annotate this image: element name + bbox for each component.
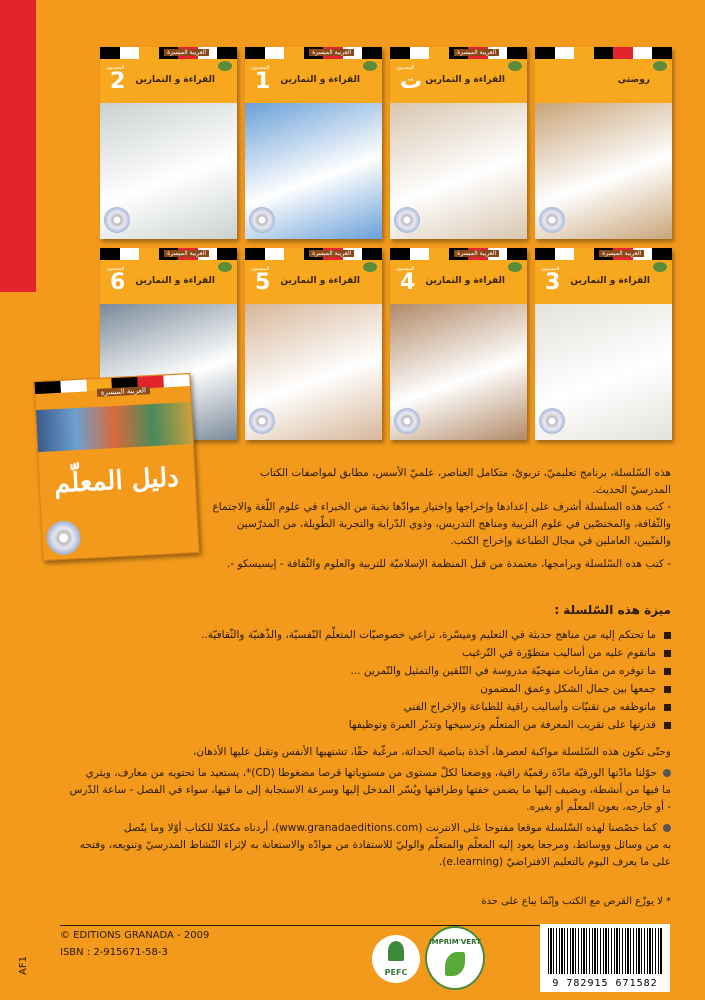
feature-text: ماتوظفه من تقنيّات وأساليب راقية للطباعة والإخراج الفني xyxy=(403,701,656,713)
square-bullet-icon xyxy=(664,704,671,711)
cover-series: العربية الميسرة xyxy=(454,250,499,257)
feature-text: جمعها بين جمال الشكل وعمق المضمون xyxy=(480,683,656,695)
publisher-copyright: © EDITIONS GRANADA - 2009 xyxy=(60,930,210,941)
closing-line: وحتّى تكون هذه السّلسلة مواكبة لعصرها، آخذة بناصية الحداثة، مرغّبة حقّا، تشتهيها الأنفس وتقبل عليها الأذهان، xyxy=(192,746,671,758)
pefc-logo xyxy=(372,935,420,983)
imprim-label: IMPRIM'VERT xyxy=(429,938,481,946)
cd-icon xyxy=(394,408,420,434)
book-cover xyxy=(100,47,237,239)
book-cover xyxy=(535,248,672,440)
cover-title: القراءة و التمارين xyxy=(570,276,650,286)
guide-photo-strip xyxy=(36,402,193,452)
cover-title: القراءة و التمارين xyxy=(280,75,360,85)
guide-series-label: العربية الميسرة xyxy=(97,386,151,397)
cover-series: العربية الميسرة xyxy=(164,250,209,257)
closing-line: به من وسائل ووسائط، ومرجعا يعود إليه المعلّم والمتعلّم والوليّ للاستفادة من موادّه والاستعانة به لإثراء النّشاط المدرسيّ وتنويعه، وفتحه xyxy=(79,839,671,851)
square-bullet-icon xyxy=(664,668,671,675)
feature-item xyxy=(31,644,671,662)
logo-icon xyxy=(508,262,522,272)
cd-icon xyxy=(249,207,275,233)
cover-title: القراءة و التمارين xyxy=(135,75,215,85)
cd-icon xyxy=(539,408,565,434)
features-heading: ميزة هذه السّلسلة : xyxy=(554,603,671,617)
closing-line: على ما يعرف اليوم بالتعليم الافتراضيّ (e.learning). xyxy=(438,856,671,868)
product-code: AF1 xyxy=(18,956,29,975)
cover-series: العربية الميسرة xyxy=(309,49,354,56)
barcode-bars xyxy=(548,928,662,974)
cover-title: القراءة و التمارين xyxy=(425,276,505,286)
intro-line: المدرسيّ الحديث. xyxy=(592,484,671,496)
square-bullet-icon xyxy=(664,686,671,693)
feature-item xyxy=(31,716,671,734)
cover-number: 2 xyxy=(110,69,126,94)
cd-icon xyxy=(539,207,565,233)
pefc-label: PEFC xyxy=(384,968,408,977)
cover-level: المستوى xyxy=(251,65,270,71)
closing-line: كما خصّصنا لهذه السّلسلة موقعا مفتوحا على الانترنت (www.granadaeditions.com)، أردناه مكمّلا للكتاب أوّلا وما يتّصل xyxy=(123,822,657,834)
feature-item xyxy=(31,680,671,698)
cover-level: المستوى xyxy=(396,65,415,71)
tree-icon xyxy=(388,941,404,961)
book-cover xyxy=(390,47,527,239)
imprim-vert-logo xyxy=(425,926,485,990)
closing-line: حوّلنا مادّتها الورقيّة مادّة رقميّة راقية، ووضعنا لكلّ مستوى من مستوياتها قرصا مضغوطا (CD)*، يستعيد ما تحتويه من معارف، ويثري xyxy=(85,767,657,779)
cd-icon xyxy=(249,408,275,434)
cover-number: ت xyxy=(400,69,423,94)
feature-item xyxy=(31,626,671,644)
logo-icon xyxy=(363,262,377,272)
guide-title: دليل المعلّم xyxy=(53,462,180,500)
intro-text xyxy=(211,465,671,499)
logo-icon xyxy=(218,262,232,272)
feature-item xyxy=(31,698,671,716)
logo-icon xyxy=(508,61,522,71)
cover-number: 6 xyxy=(110,270,126,295)
square-bullet-icon xyxy=(664,650,671,657)
logo-icon xyxy=(363,61,377,71)
cover-title: روضتي xyxy=(617,75,650,85)
intro-line: - كتب هذه السّلسلة وبرامجها، معتمدة من قبل المنظمة الإسلاميّة للتربية والعلوم والثّقافة - إيسيسكو -. xyxy=(226,558,671,570)
cd-icon xyxy=(394,207,420,233)
book-cover xyxy=(245,47,382,239)
feature-item xyxy=(31,662,671,680)
logo-icon xyxy=(218,61,232,71)
cover-series: العربية الميسرة xyxy=(454,49,499,56)
feature-text: ماتقوم عليه من أساليب متطوّرة في التّرغيب xyxy=(462,647,656,659)
closing-line: - أو خارجه، بعون المعلّم أو بغيره. xyxy=(526,801,671,813)
cd-icon xyxy=(104,207,130,233)
cover-level: المستوى xyxy=(251,266,270,272)
cover-series: العربية الميسرة xyxy=(309,250,354,257)
cover-level: المستوى xyxy=(106,65,125,71)
book-cover xyxy=(535,47,672,239)
cover-level: المستوى xyxy=(396,266,415,272)
cover-number: 5 xyxy=(255,270,271,295)
cover-number: 1 xyxy=(255,69,271,94)
book-cover xyxy=(245,248,382,440)
intro-line: والثّقافة، والمختصّين في علوم التربية ومناهج التدريس، وذوي الدّراية والتجربة الطّويلة، من المدرّسين xyxy=(236,518,671,530)
feature-text: قدرتها على تقريب المعرفة من المتعلّم وترسيخها وتدبّر العبرة وتوظيفها xyxy=(348,719,656,731)
intro-line: - كتب هذه السلسلة أشرف على إعدادها وإخراجها واختيار موادّها نخبة من الخبراء في علوم اللّغة والاجتماع xyxy=(212,501,671,513)
feature-text: ما توفره من مقاربات منهجيّة مدروسة في التّلقين والتمثيل والتّمرين ... xyxy=(350,665,656,677)
red-accent-bar xyxy=(0,0,36,292)
intro-line: هذه السّلسلة، برنامج تعليميّ، تربويّ، متكامل العناصر، علميّ الأسس، مطابق لمواصفات الكتاب xyxy=(259,467,671,479)
closing-line: ما فيها من أنشطة، ويضيف إليها ما يضمن خفتها وطرافتها ويُسّر المدخل إليها وسرعة الاستجابة إلى ما فيها، سواء في الفصل - ساعة الدّرس xyxy=(69,784,671,796)
cover-level: المستوى xyxy=(106,266,125,272)
square-bullet-icon xyxy=(664,632,671,639)
intro-line: والفنّيين، العاملين في مجال الطباعة وإخراج الكتب. xyxy=(450,535,671,547)
book-cover xyxy=(390,248,527,440)
isbn-number: ISBN : 2-915671-58-3 xyxy=(60,947,168,958)
round-bullet-icon xyxy=(663,769,671,777)
cover-series: العربية الميسرة xyxy=(164,49,209,56)
cover-title: القراءة و التمارين xyxy=(425,75,505,85)
cover-title: القراءة و التمارين xyxy=(280,276,360,286)
round-bullet-icon xyxy=(663,824,671,832)
cover-stripes xyxy=(535,47,672,59)
cover-number: 3 xyxy=(545,270,561,295)
leaf-icon xyxy=(445,952,465,976)
cover-header xyxy=(535,59,672,103)
footnote: * لا يوزّع القرص مع الكتب وإنّما يباع على حدة xyxy=(481,896,671,907)
cover-level: المستوى xyxy=(541,266,560,272)
square-bullet-icon xyxy=(664,722,671,729)
barcode-digits: 9 782915 671582 xyxy=(552,978,658,989)
feature-text: ما تحتكم إليه من مناهج حديثة في التعليم وميسّرة، تراعي خصوصيّات المتعلّم النّفسيّة، والذّهنيّة والثّقافيّة.. xyxy=(201,629,656,641)
cover-series: العربية الميسرة xyxy=(599,250,644,257)
barcode xyxy=(540,924,670,992)
cover-number: 4 xyxy=(400,270,416,295)
features-list xyxy=(31,626,671,734)
closing-text xyxy=(31,744,671,871)
logo-icon xyxy=(653,262,667,272)
cover-title: القراءة و التمارين xyxy=(135,276,215,286)
intro-details xyxy=(31,499,671,573)
logo-icon xyxy=(653,61,667,71)
